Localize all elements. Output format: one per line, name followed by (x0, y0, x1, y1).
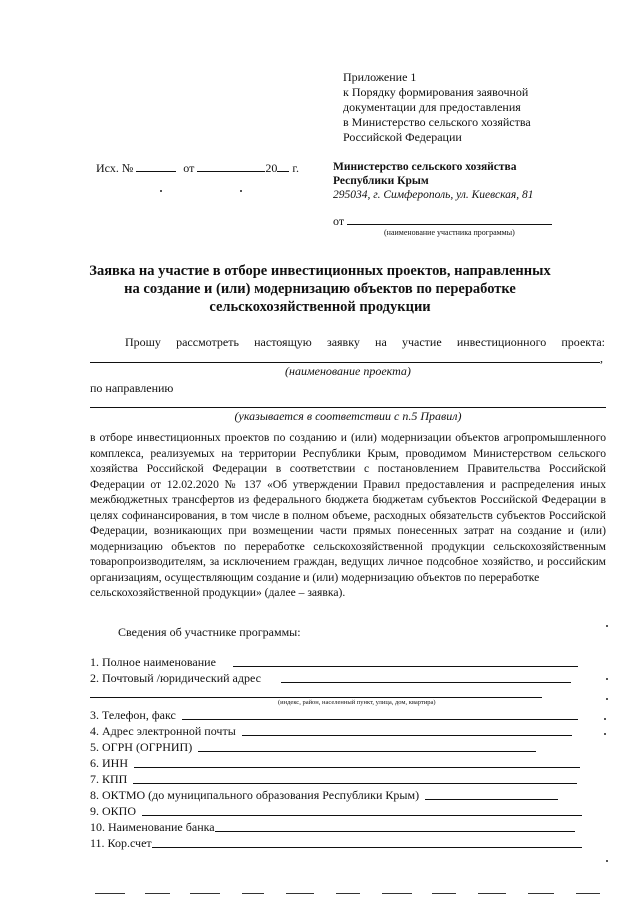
from-label: от (333, 214, 345, 228)
project-name-field[interactable] (90, 362, 600, 363)
corr-account-input[interactable] (152, 847, 582, 848)
ogrn-input[interactable] (198, 751, 536, 752)
body-text-end: сельскохозяйственной продукции» (далее – заявка). (90, 586, 346, 599)
phone-input[interactable] (182, 719, 578, 720)
kpp-input[interactable] (133, 783, 577, 784)
field-corr-account (90, 836, 582, 851)
field-label: 8. ОКТМО (до муниципального образования Республики Крым) (90, 788, 420, 802)
addressee-org: Республики Крым (333, 175, 429, 187)
direction-label: по направлению (90, 381, 174, 395)
date-label: от (183, 161, 195, 175)
scan-dash (145, 893, 170, 894)
participant-name-field[interactable] (347, 213, 552, 225)
document-title: Заявка на участие в отборе инвестиционных проектов, направленных на создание и (или) модернизацию объектов по переработке сельскохозяйственной продукции (89, 263, 551, 315)
oktmo-input[interactable] (425, 799, 558, 800)
request-text: Прошу рассмотреть настоящую заявку на участие инвестиционного проекта: (125, 335, 605, 349)
field-label: 11. Кор.счет (90, 836, 152, 850)
field-full-name (90, 655, 578, 670)
scan-dash (95, 893, 125, 894)
from-caption: (наименование участника программы) (384, 228, 515, 237)
scan-dash (478, 893, 506, 894)
scan-dash (242, 893, 264, 894)
okpo-input[interactable] (142, 815, 582, 816)
scan-dash (382, 893, 412, 894)
appendix-header (343, 70, 531, 145)
appendix-line: Приложение 1 (343, 70, 417, 84)
direction-field[interactable] (90, 407, 606, 408)
postal-address-input-line2[interactable] (90, 697, 542, 698)
field-oktmo (90, 788, 558, 803)
trailing-comma: , (600, 351, 603, 365)
field-label: 1. Полное наименование (90, 655, 216, 669)
field-inn (90, 756, 580, 771)
appendix-line: Российской Федерации (343, 130, 462, 144)
appendix-line: в Министерство сельского хозяйства (343, 115, 531, 129)
scan-dash (528, 893, 554, 894)
addressee-org: Министерство сельского хозяйства (333, 161, 517, 173)
scan-speck (606, 860, 608, 862)
field-label: 6. ИНН (90, 756, 128, 770)
scan-speck (606, 625, 608, 627)
scan-speck (604, 718, 606, 720)
field-email (90, 724, 572, 739)
outgoing-reference (96, 160, 299, 176)
field-label: 3. Телефон, факс (90, 708, 176, 722)
addressee-address: 295034, г. Симферополь, ул. Киевская, 81 (333, 189, 534, 201)
field-bank (90, 820, 575, 835)
scan-dash (576, 893, 600, 894)
scan-speck (240, 190, 242, 192)
from-line (333, 213, 552, 229)
bank-input[interactable] (215, 831, 575, 832)
body-paragraph (90, 430, 606, 601)
scan-dash (432, 893, 456, 894)
ish-number-field[interactable] (136, 160, 176, 172)
appendix-line: документации для предоставления (343, 100, 521, 114)
postal-address-input[interactable] (281, 682, 571, 683)
scan-speck (160, 190, 162, 192)
year-field[interactable] (277, 160, 289, 172)
scan-dash (190, 893, 220, 894)
field-phone (90, 708, 578, 723)
appendix-line: к Порядку формирования заявочной (343, 85, 529, 99)
full-name-input[interactable] (233, 666, 578, 667)
participant-info-heading: Сведения об участнике программы: (118, 625, 301, 639)
inn-input[interactable] (134, 767, 580, 768)
field-label: 4. Адрес электронной почты (90, 724, 236, 738)
address-caption: (индекс, район, населенный пункт, улица, дом, квартира) (278, 699, 436, 706)
year-suffix: г. (292, 161, 299, 175)
field-label: 5. ОГРН (ОГРНИП) (90, 740, 193, 754)
scan-speck (606, 698, 608, 700)
date-field[interactable] (197, 160, 265, 172)
addressee-block (333, 160, 534, 202)
field-label: 9. ОКПО (90, 804, 137, 818)
project-caption: (наименование проекта) (285, 364, 411, 378)
scan-speck (604, 733, 606, 735)
field-label: 7. КПП (90, 772, 128, 786)
year-prefix: 20 (265, 161, 278, 175)
body-text: в отборе инвестиционных проектов по созданию и (или) модернизации объектов агропромышленного комплекса, реализуемых на территории Республики Крым, проводимом Министерством сельского хозяйства Российской Федерации в соответствии с постановлением Правительства Российской Федерации от 12.02.2020 № 137 «Об утверждении Правил предоставления и распределения иных межбюджетных трансфертов из федерального бюджета бюджетам субъектов Российской Федерации в целях софинансирования, в том числе в полном объеме, расходных обязательств субъектов Российской Федерации, возникающих при возмещении части прямых понесенных затрат на создание и (или) модернизацию объектов по переработке сельскохозяйственной продукции сельскохозяйственным товаропроизводителям, за исключением граждан, ведущих личное подсобное хозяйство, и российским организациям, осуществляющим создание и (или) модернизацию объектов по переработке (90, 431, 606, 584)
field-kpp (90, 772, 577, 787)
field-postal-address (90, 671, 571, 686)
field-label: 2. Почтовый /юридический адрес (90, 671, 261, 685)
scan-dash (336, 893, 360, 894)
scan-dash (286, 893, 314, 894)
field-ogrn (90, 740, 536, 755)
field-label: 10. Наименование банка (90, 820, 215, 834)
direction-caption: (указывается в соответствии с п.5 Правил) (234, 409, 462, 423)
email-input[interactable] (242, 735, 572, 736)
field-okpo (90, 804, 582, 819)
scan-speck (606, 678, 608, 680)
ish-label: Исх. № (96, 161, 134, 175)
